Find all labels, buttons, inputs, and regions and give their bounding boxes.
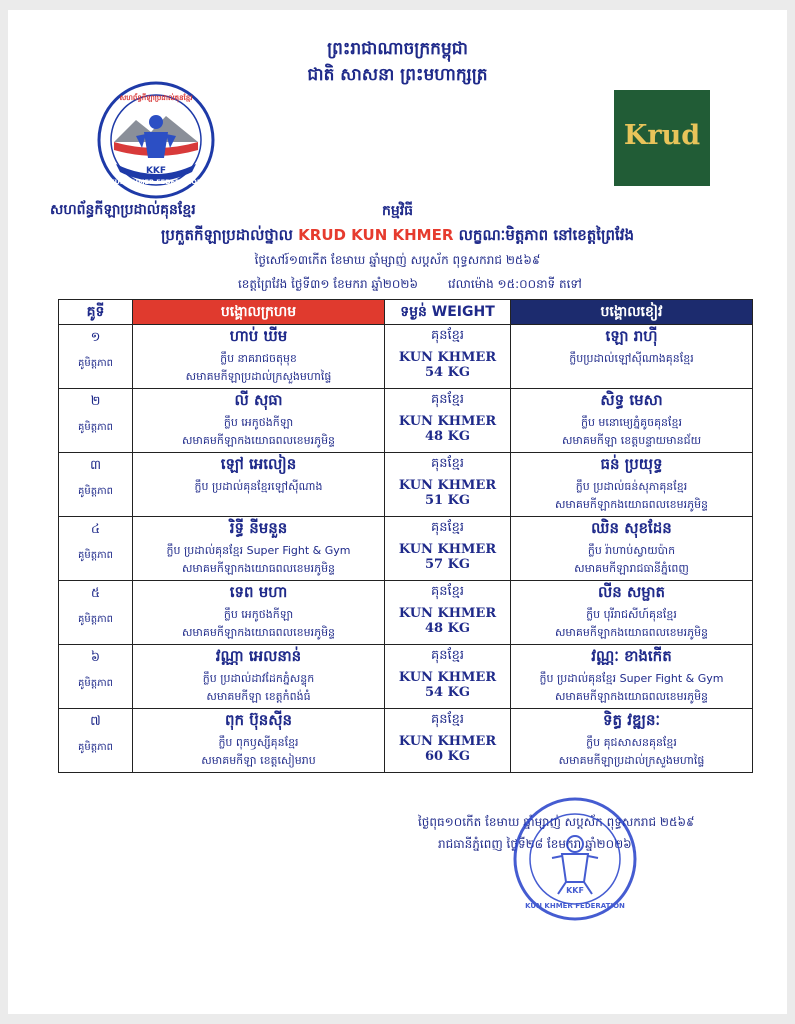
- krud-logo-text: Krud: [623, 120, 701, 151]
- blue-fighter-name: វណ្ណៈ ខាងកើត: [591, 647, 672, 665]
- red-fighter-association: សមាគមកីឡាកងយោធពលខេមរភូមិន្ទ: [181, 562, 336, 575]
- weight-class: 57 KG: [424, 557, 471, 572]
- blue-fighter-club: ក្លឹប ប្រដាល់គុនខ្មែរ Super Fight & Gym: [539, 672, 724, 685]
- document-page: [8, 10, 787, 1014]
- bout-row: [59, 517, 753, 581]
- event-title-post: លក្ខណៈមិត្តភាព នៅខេត្តព្រៃវែង: [458, 226, 635, 244]
- signature-place-date: រាជធានីភ្នំពេញ ថ្ងៃទី២៨ ខែមករា ឆ្នាំ២០២៦: [438, 837, 632, 851]
- weight-cell: [385, 325, 511, 389]
- weight-class: 54 KG: [424, 365, 471, 380]
- bout-status: គូមិត្តភាព: [78, 614, 113, 625]
- red-fighter-club: ក្លឹប អេកូថងកីឡា: [223, 608, 294, 621]
- weight-style-khmer: គុនខ្មែរ: [430, 648, 464, 663]
- bout-row: [59, 645, 753, 709]
- weight-class: 54 KG: [424, 685, 471, 700]
- blue-corner-cell: [511, 581, 753, 645]
- bout-number: ២: [90, 394, 101, 409]
- seal-mark: KKF: [566, 886, 584, 895]
- blue-corner-cell: [511, 645, 753, 709]
- bout-number: ៦: [90, 650, 101, 665]
- weight-style-khmer: គុនខ្មែរ: [430, 456, 464, 471]
- bout-row: [59, 453, 753, 517]
- weight-cell: [385, 709, 511, 773]
- blue-fighter-club: ក្លឹបប្រដាល់ឡៅស៊ីណាងគុនខ្មែរ: [569, 352, 694, 365]
- blue-fighter-association: សមាគមកីឡាកងយោធពលខេមរភូមិន្ទ: [554, 690, 709, 703]
- bout-status: គូមិត្តភាព: [78, 422, 113, 433]
- red-fighter-association: សមាគមកីឡាកងយោធពលខេមរភូមិន្ទ: [181, 434, 336, 447]
- blue-fighter-name: លីន សម្ផាត: [597, 583, 666, 601]
- kingdom-heading: ព្រះរាជាណាចក្រកម្ពុជា: [327, 39, 468, 59]
- blue-corner-cell: [511, 517, 753, 581]
- weight-style-english: KUN KHMER: [398, 606, 497, 621]
- weight-style-english: KUN KHMER: [398, 350, 497, 365]
- federation-logo-text: KUN KHMER FEDERATION: [109, 178, 203, 186]
- nation-motto: ជាតិ សាសនា ព្រះមហាក្សត្រ: [307, 65, 488, 85]
- red-fighter-association: សមាគមកីឡាកងយោធពលខេមរភូមិន្ទ: [181, 626, 336, 639]
- red-fighter-club: ក្លឹប ប្រដាល់ដាវដែកភ្នំសន្ទុក: [202, 672, 315, 685]
- bout-status: គូមិត្តភាព: [78, 550, 113, 561]
- bout-number-cell: [59, 645, 133, 709]
- lunar-date: ថ្ងៃសៅរ៍១៣កើត ខែមាឃ ឆ្នាំម្សាញ់ សប្តស័ក ពុទ្ធសករាជ ២៥៦៩: [254, 253, 541, 267]
- weight-style-khmer: គុនខ្មែរ: [430, 584, 464, 599]
- red-corner-cell: [133, 581, 385, 645]
- weight-class: 48 KG: [424, 621, 471, 636]
- table-header-row: [59, 300, 753, 325]
- red-fighter-club: ក្លឹប ពុកឫស្សីគុនខ្មែរ: [218, 736, 299, 749]
- signature-lunar-date: ថ្ងៃពុធ១០កើត ខែមាឃ ឆ្នាំម្សាញ់ សប្តស័ក ពុទ្ធសករាជ ២៥៦៩: [418, 815, 695, 829]
- red-fighter-name: លី សុធា: [234, 391, 283, 409]
- red-corner-cell: [133, 453, 385, 517]
- red-fighter-club: ក្លឹប ប្រដាល់គុនខ្មែរ Super Fight & Gym: [166, 544, 351, 557]
- bout-number-cell: [59, 709, 133, 773]
- start-time: វេលាម៉ោង ១៥:០០នាទី តទៅ: [448, 277, 582, 291]
- weight-class: 51 KG: [424, 493, 471, 508]
- bout-status: គូមិត្តភាព: [78, 358, 113, 369]
- blue-fighter-club: ក្លឹប មនោម្យេភ្នំគូចគុនខ្មែរ: [580, 416, 683, 429]
- bout-number: ៤: [90, 522, 101, 537]
- federation-seal-stamp: [510, 794, 640, 924]
- federation-name: សហព័ន្ធកីឡាប្រដាល់គុនខ្មែរ: [50, 202, 196, 218]
- blue-fighter-association: សមាគមកីឡារាជធានីភ្នំពេញ: [574, 562, 689, 575]
- red-fighter-name: ឡៅ អេលៀន: [220, 455, 297, 473]
- weight-cell: [385, 517, 511, 581]
- bout-table: [58, 299, 753, 773]
- bout-rows: [59, 325, 753, 773]
- kun-khmer-federation-logo: [96, 80, 216, 200]
- bout-number: ៣: [89, 458, 102, 473]
- red-corner-cell: [133, 325, 385, 389]
- event-title-pre: ប្រកួតកីឡាប្រដាល់ថ្នាល: [160, 226, 293, 244]
- krud-logo: [614, 90, 710, 186]
- blue-fighter-association: សមាគមកីឡាប្រដាល់ក្រសួងមហាផ្ទៃ: [558, 754, 705, 767]
- blue-fighter-name: ធន់ ប្រយុទ្ធ: [600, 455, 663, 473]
- blue-fighter-club: ក្លឹប បុរីរាជសីហ៍គុនខ្មែរ: [586, 608, 677, 621]
- bout-row: [59, 709, 753, 773]
- header-bout-number: គូទី: [59, 300, 133, 325]
- red-fighter-club: ក្លឹប នាគរាជចតុមុខ: [220, 352, 297, 365]
- weight-style-english: KUN KHMER: [398, 478, 497, 493]
- blue-fighter-club: ក្លឹប គុជសាសនគុនខ្មែរ: [586, 736, 677, 749]
- bout-number-cell: [59, 581, 133, 645]
- blue-corner-cell: [511, 453, 753, 517]
- red-corner-cell: [133, 389, 385, 453]
- weight-style-khmer: គុនខ្មែរ: [430, 328, 464, 343]
- red-fighter-association: សមាគមកីឡា ខេត្តកំពង់ធំ: [206, 690, 311, 703]
- weight-style-english: KUN KHMER: [398, 414, 497, 429]
- bout-number: ៧: [90, 714, 101, 729]
- event-brand: KRUD KUN KHMER: [298, 226, 454, 244]
- blue-fighter-club: ក្លឹប ប្រដាល់ធន់សុភាគុនខ្មែរ: [575, 480, 688, 493]
- red-fighter-association: សមាគមកីឡា ខេត្តសៀមរាប: [201, 754, 316, 767]
- weight-cell: [385, 581, 511, 645]
- federation-mark: KKF: [145, 166, 167, 176]
- weight-class: 60 KG: [424, 749, 471, 764]
- blue-fighter-name: ទិត្ធ វឌ្ឍនៈ: [602, 711, 661, 729]
- red-corner-cell: [133, 645, 385, 709]
- seal-text: KUN KHMER FEDERATION: [525, 902, 625, 910]
- bout-number-cell: [59, 453, 133, 517]
- weight-cell: [385, 453, 511, 517]
- bout-status: គូមិត្តភាព: [78, 486, 113, 497]
- bout-number-cell: [59, 325, 133, 389]
- weight-style-khmer: គុនខ្មែរ: [430, 712, 464, 727]
- red-fighter-name: វណ្ណា អេលនាន់: [215, 647, 302, 665]
- bout-row: [59, 389, 753, 453]
- federation-logo-khmer: សហព័ន្ធកីឡាប្រដាល់គុនខ្មែរ: [119, 94, 193, 102]
- red-fighter-association: សមាគមកីឡាប្រដាល់ក្រសួងមហាផ្ទៃ: [185, 370, 332, 383]
- blue-fighter-association: សមាគមកីឡាកងយោធពលខេមរភូមិន្ទ: [554, 498, 709, 511]
- blue-corner-cell: [511, 389, 753, 453]
- bout-status: គូមិត្តភាព: [78, 678, 113, 689]
- red-fighter-name: ហាប់ ឃីម: [229, 327, 288, 345]
- blue-fighter-name: សិទ្ធ មេសា: [600, 391, 663, 409]
- bout-number-cell: [59, 389, 133, 453]
- blue-fighter-association: សមាគមកីឡាកងយោធពលខេមរភូមិន្ទ: [554, 626, 709, 639]
- bout-status: គូមិត្តភាព: [78, 742, 113, 753]
- red-fighter-club: ក្លឹប ប្រដាល់គុនខ្មែរឡៅស៊ីណាង: [194, 480, 323, 493]
- program-label: កម្មវិធី: [381, 203, 414, 219]
- blue-fighter-association: សមាគមកីឡា ខេត្តបន្ទាយមានជ័យ: [561, 434, 702, 447]
- blue-corner-cell: [511, 709, 753, 773]
- red-corner-cell: [133, 517, 385, 581]
- red-fighter-name: រិទ្ធី នីមនួន: [229, 519, 288, 537]
- blue-corner-cell: [511, 325, 753, 389]
- bout-row: [59, 581, 753, 645]
- weight-cell: [385, 389, 511, 453]
- bout-number: ៥: [90, 586, 101, 601]
- solar-date: ខេត្តព្រៃវែង ថ្ងៃទី៣១ ខែមករា ឆ្នាំ២០២៦: [238, 277, 418, 291]
- weight-style-khmer: គុនខ្មែរ: [430, 520, 464, 535]
- blue-fighter-name: ឈិន សុខដែន: [591, 519, 672, 537]
- blue-fighter-club: ក្លឹប រ៉ាហាប់ស្វាយប៉ាក: [587, 544, 676, 557]
- red-corner-cell: [133, 709, 385, 773]
- red-fighter-name: ទេព មហា: [229, 583, 288, 601]
- event-title: [8, 226, 787, 248]
- weight-style-english: KUN KHMER: [398, 670, 497, 685]
- weight-class: 48 KG: [424, 429, 471, 444]
- red-fighter-name: ពុក ប៊ុនស៊ីន: [224, 711, 293, 729]
- bout-row: [59, 325, 753, 389]
- red-fighter-club: ក្លឹប អេកូថងកីឡា: [223, 416, 294, 429]
- weight-style-english: KUN KHMER: [398, 542, 497, 557]
- weight-style-english: KUN KHMER: [398, 734, 497, 749]
- bout-number-cell: [59, 517, 133, 581]
- bout-number: ១: [90, 330, 101, 345]
- blue-fighter-name: ឡោ រាហ៊ី: [605, 327, 658, 345]
- weight-cell: [385, 645, 511, 709]
- header-red-corner: បង្គោលក្រហម: [133, 300, 385, 325]
- header-weight: ទម្ងន់ WEIGHT: [385, 300, 511, 325]
- weight-style-khmer: គុនខ្មែរ: [430, 392, 464, 407]
- header-blue-corner: បង្គោលខៀវ: [511, 300, 753, 325]
